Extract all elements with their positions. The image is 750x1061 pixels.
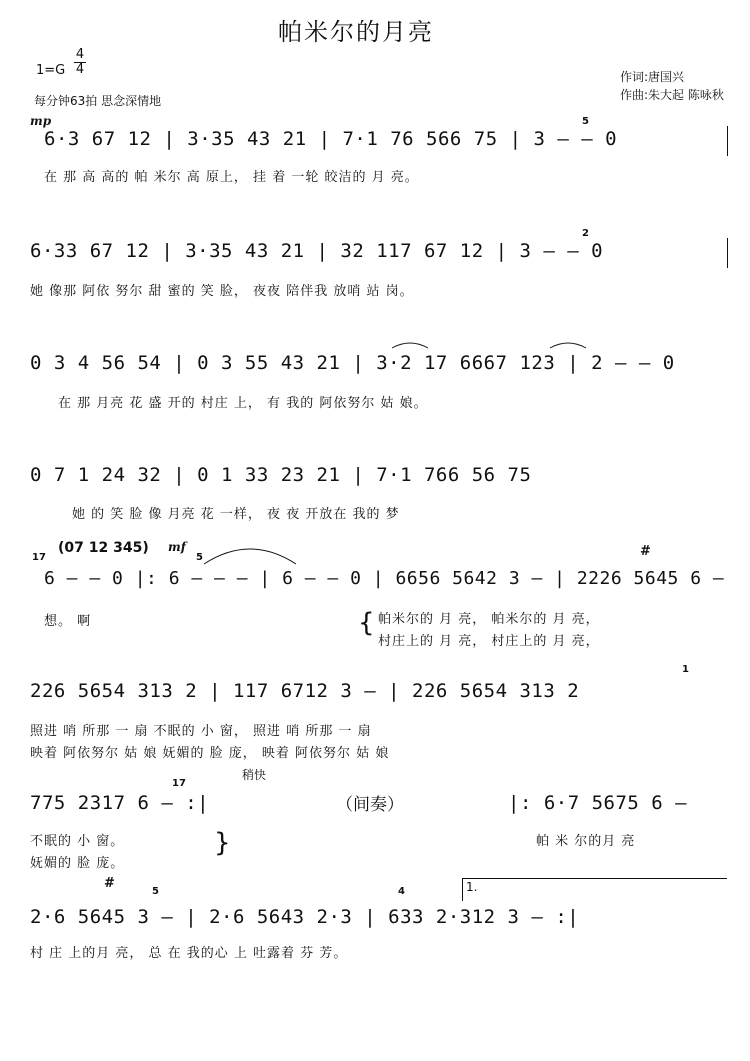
lyric-line-7c: 帕 米 尔的月 亮 <box>536 834 636 849</box>
grace-note: 1 <box>682 664 689 675</box>
lyric-verse-1: 帕米尔的 月 亮， 帕米尔的 月 亮， <box>378 612 600 627</box>
interlude-label: （间奏） <box>336 795 404 815</box>
verse-brace: { <box>358 608 375 638</box>
slur <box>548 338 588 350</box>
lyric-line-4: 她 的 笑 脸 像 月亮 花 一样， 夜 夜 开放在 我的 梦 <box>72 507 400 522</box>
sharp-sign: # <box>640 544 651 559</box>
lyric-verse-2: 村庄上的 月 亮， 村庄上的 月 亮， <box>378 634 600 649</box>
grace-note: 5 <box>196 552 203 563</box>
lyric-line-3: 在 那 月亮 花 盛 开的 村庄 上， 有 我的 阿依努尔 姑 娘。 <box>58 396 428 411</box>
composer-credit: 作曲:朱大起 陈咏秋 <box>620 88 724 102</box>
score-line-2: 6·33 67 12 | 3·35 43 21 | 32 117 67 12 | 3 – – 0 <box>30 240 604 262</box>
lyric-line-8: 村 庄 上的月 亮， 总 在 我的心 上 吐露着 芬 芳。 <box>30 946 348 961</box>
slur <box>390 338 430 350</box>
score-line-4: 0 7 1 24 32 | 0 1 33 23 21 | 7·1 766 56 75 <box>30 464 532 486</box>
grace-note: 5 <box>152 886 159 897</box>
grace-note: 5 <box>582 116 589 127</box>
score-line-1: 6·3 67 12 | 3·35 43 21 | 7·1 76 566 75 | 3 – – 0 <box>44 128 618 150</box>
score-line-6: 226 5654 313 2 | 117 6712 3 – | 226 5654 313 2 <box>30 680 580 702</box>
time-signature-top: 4 <box>75 47 85 62</box>
tempo-faster: 稍快 <box>242 768 267 782</box>
volta-bracket <box>462 878 727 901</box>
lyric-line-1: 在 那 高 高的 帕 米尔 高 原上， 挂 着 一轮 皎洁的 月 亮。 <box>44 170 419 185</box>
lyric-line-5: 想。 啊 <box>44 614 92 629</box>
key-signature: 1=G <box>36 63 66 78</box>
lyricist-credit: 作词:唐国兴 <box>620 70 685 84</box>
score-line-7b: |: 6·7 5675 6 – <box>508 792 688 814</box>
song-title: 帕米尔的月亮 <box>278 18 434 46</box>
grace-note: 17 <box>172 778 186 789</box>
score-line-8: 2·6 5645 3 – | 2·6 5643 2·3 | 633 2·312 3 – :| <box>30 906 580 928</box>
dynamic-mf: mf <box>168 540 186 554</box>
score-line-5: 6 – – 0 |: 6 – – – | 6 – – 0 | 6656 5642 3 – | 2226 5645 6 – <box>44 568 725 589</box>
grace-note: 17 <box>32 552 46 563</box>
lyric-line-7b: 妩媚的 脸 庞。 <box>30 856 125 871</box>
grace-note: 4 <box>398 886 405 897</box>
lyric-line-7a: 不眠的 小 窗。 <box>30 834 125 849</box>
verse-brace-close: } <box>214 828 231 858</box>
time-signature <box>74 48 86 77</box>
score-line-7: 775 2317 6 – :| <box>30 792 210 814</box>
volta-number: 1. <box>466 880 478 894</box>
grace-note: 2 <box>582 228 589 239</box>
interlude-notes: (07 12 345) <box>58 540 149 556</box>
barline <box>727 126 728 156</box>
lyric-line-2: 她 像那 阿依 努尔 甜 蜜的 笑 脸， 夜夜 陪伴我 放哨 站 岗。 <box>30 284 414 299</box>
lyric-line-6a: 照进 哨 所那 一 扇 不眠的 小 窗， 照进 哨 所那 一 扇 <box>30 724 372 739</box>
tie <box>200 540 300 568</box>
dynamic-mp: mp <box>30 114 52 128</box>
sharp-sign: # <box>104 876 115 891</box>
tempo-marking: 每分钟63拍 思念深情地 <box>34 94 162 108</box>
time-signature-bottom: 4 <box>75 62 85 77</box>
lyric-line-6b: 映着 阿依努尔 姑 娘 妩媚的 脸 庞， 映着 阿依努尔 姑 娘 <box>30 746 390 761</box>
score-line-3: 0 3 4 56 54 | 0 3 55 43 21 | 3·2 17 6667 123 | 2 – – 0 <box>30 352 675 374</box>
barline <box>727 238 728 268</box>
